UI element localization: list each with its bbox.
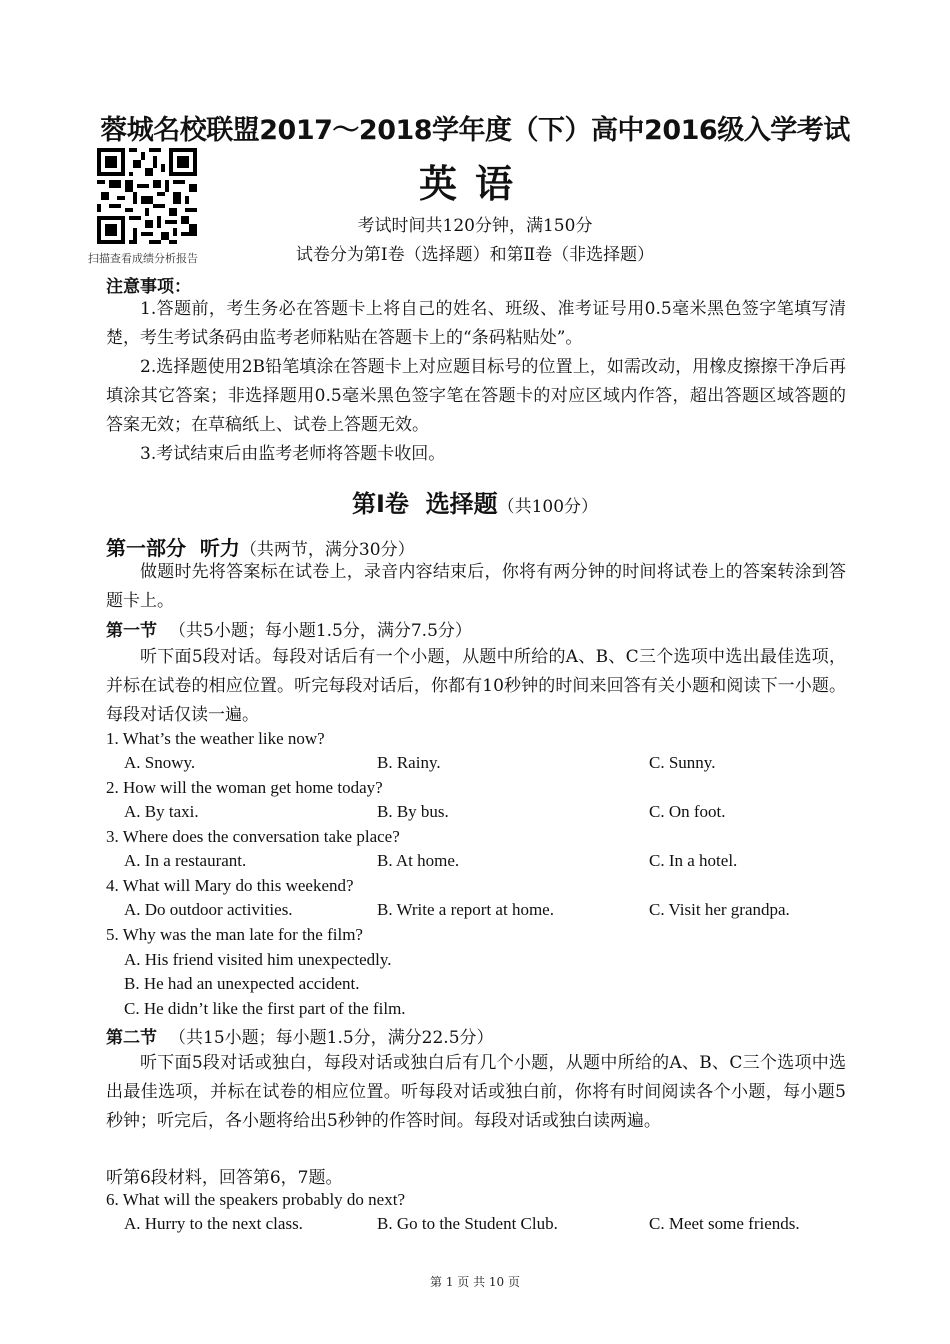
question-stem: 4. What will Mary do this weekend? xyxy=(106,876,354,895)
option-c: C. Meet some friends. xyxy=(649,1214,800,1233)
option-c: C. Sunny. xyxy=(649,753,716,772)
option-c: C. On foot. xyxy=(649,802,726,821)
question-stem: 2. How will the woman get home today? xyxy=(106,778,383,797)
option-a: A. Hurry to the next class. xyxy=(124,1214,303,1233)
exam-structure-info: 试卷分为第Ⅰ卷（选择题）和第Ⅱ卷（非选择题） xyxy=(295,245,655,265)
section-heading xyxy=(106,1023,494,1048)
section-title: 第二节 xyxy=(106,1028,157,1048)
option-b: B. Go to the Student Club. xyxy=(377,1214,558,1233)
option-a: A. Snowy. xyxy=(124,753,196,772)
section-intro: 听下面5段对话。每段对话后有一个小题，从题中所给的A、B、C三个选项中选出最佳选项，并标在试卷的相应位置。听完每段对话后，你都有10秒钟的时间来回答有关小题和阅读下一小题。每段对话仅读一遍。 xyxy=(106,647,846,725)
volume-score: （共100分） xyxy=(497,497,599,517)
option-c: C. Visit her grandpa. xyxy=(649,900,790,919)
exam-time-info: 考试时间共120分钟，满150分 xyxy=(357,216,593,236)
exam-title: 蓉城名校联盟2017～2018学年度（下）高中2016级入学考试 xyxy=(100,115,850,146)
question-stem: 3. Where does the conversation take place? xyxy=(106,827,400,846)
section-title: 第一节 xyxy=(106,621,157,641)
option-a: A. By taxi. xyxy=(124,802,199,821)
option-b: B. At home. xyxy=(377,851,460,870)
volume-title xyxy=(0,484,950,519)
subject-title: 英语 xyxy=(418,162,531,206)
part-info: （共两节，满分30分） xyxy=(239,540,415,560)
option-a: A. His friend visited him unexpectedly. xyxy=(124,950,392,969)
option-a: A. In a restaurant. xyxy=(124,851,247,870)
option-b: B. Rainy. xyxy=(377,753,441,772)
question-stem: 6. What will the speakers probably do next? xyxy=(106,1190,405,1209)
option-b: B. He had an unexpected accident. xyxy=(124,974,360,993)
material-instruction: 听第6段材料，回答第6，7题。 xyxy=(106,1168,343,1188)
notice-item: 3.考试结束后由监考老师将答题卡收回。 xyxy=(140,444,446,464)
notice-item: 1.答题前，考生务必在答题卡上将自己的姓名、班级、准考证号用0.5毫米黑色签字笔填写清楚，考生考试条码由监考老师粘贴在答题卡上的“条码粘贴处”。 xyxy=(106,299,846,348)
option-c: C. He didn’t like the first part of the film. xyxy=(124,999,406,1018)
notice-item: 2.选择题使用2B铅笔填涂在答题卡上对应题目标号的位置上，如需改动，用橡皮擦擦干净后再填涂其它答案；非选择题用0.5毫米黑色签字笔在答题卡的对应区域内作答，超出答题区域答题的答案无效；在草稿纸上、试卷上答题无效。 xyxy=(106,357,846,435)
option-a: A. Do outdoor activities. xyxy=(124,900,293,919)
qr-caption: 扫描查看成绩分析报告 xyxy=(88,252,198,265)
section-info: （共5小题；每小题1.5分，满分7.5分） xyxy=(169,621,472,641)
section-info: （共15小题；每小题1.5分，满分22.5分） xyxy=(169,1028,494,1048)
section-heading xyxy=(106,616,472,641)
section-intro: 听下面5段对话或独白，每段对话或独白后有几个小题，从题中所给的A、B、C三个选项中选出最佳选项，并标在试卷的相应位置。听每段对话或独白前，你将有时间阅读各个小题，每小题5秒钟；听完后，各小题将给出5秒钟的作答时间。每段对话或独白读两遍。 xyxy=(106,1053,846,1131)
notice-heading: 注意事项： xyxy=(106,277,191,297)
part-heading xyxy=(106,532,415,561)
option-b: B. By bus. xyxy=(377,802,449,821)
part-title: 第一部分 听力 xyxy=(106,536,240,560)
option-b: B. Write a report at home. xyxy=(377,900,554,919)
volume-title-text: 第Ⅰ卷 选择题 xyxy=(351,490,498,518)
question-stem: 1. What’s the weather like now? xyxy=(106,729,325,748)
question-stem: 5. Why was the man late for the film? xyxy=(106,925,363,944)
option-c: C. In a hotel. xyxy=(649,851,738,870)
part-intro: 做题时先将答案标在试卷上，录音内容结束后，你将有两分钟的时间将试卷上的答案转涂到答题卡上。 xyxy=(106,562,846,611)
page-number: 第 1 页 共 10 页 xyxy=(430,1275,520,1289)
